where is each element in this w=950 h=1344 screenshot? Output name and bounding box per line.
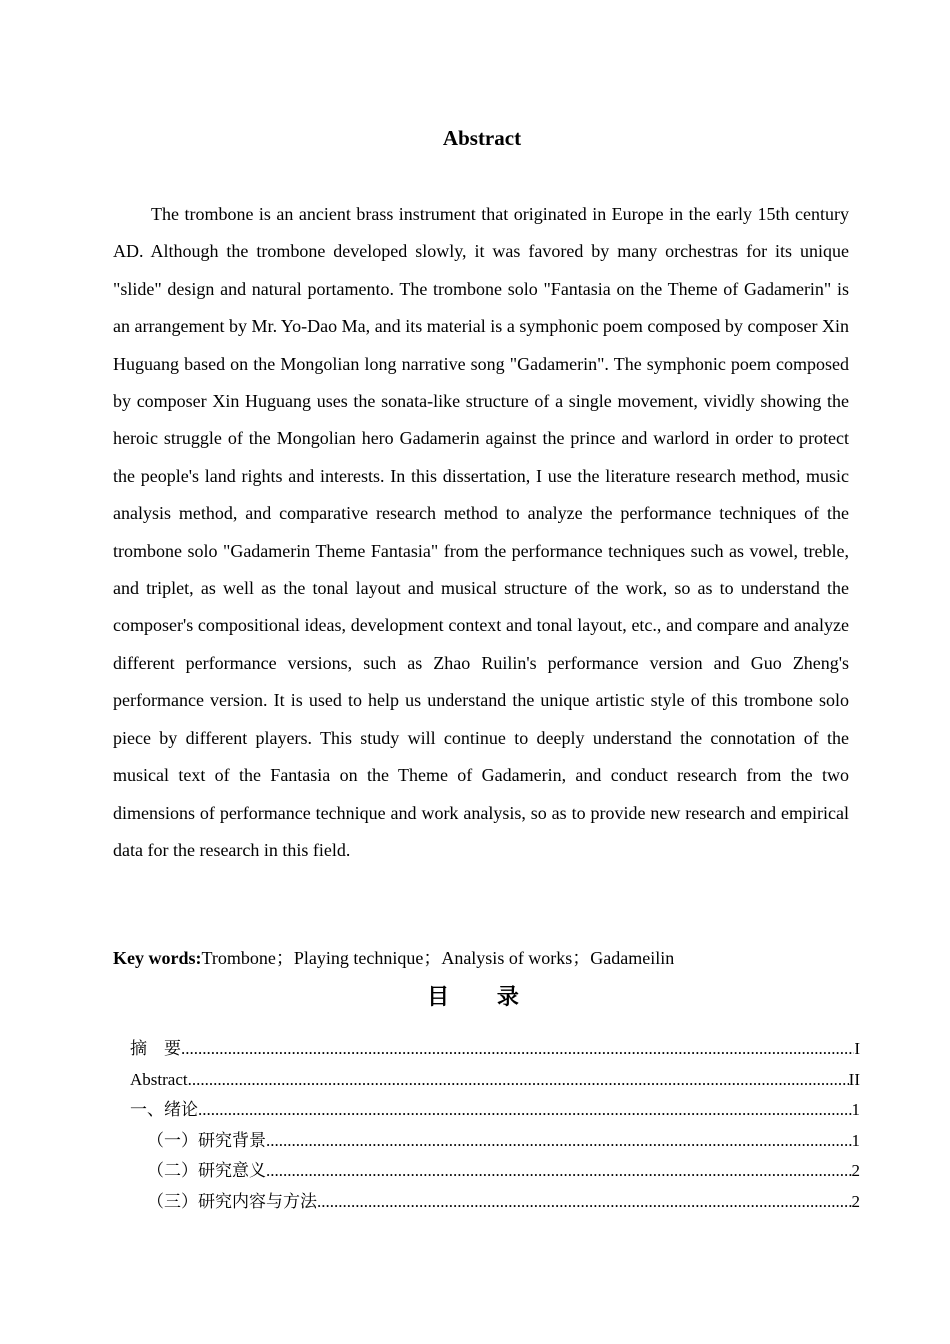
toc-entry-abstract-en[interactable] [130,1065,860,1096]
toc-entry-page: 1 [851,1100,860,1119]
toc-entry-label: （一）研究背景 [147,1130,266,1150]
keywords-text: Trombone；Playing technique；Analysis of works；Gadameilin [201,948,675,968]
toc-entry-label: 摘 要 [130,1039,181,1058]
toc-heading: 目 录 [427,985,539,1010]
toc-leader-dots [266,1126,852,1156]
table-of-contents [130,1034,860,1217]
toc-entry-research-significance[interactable] [130,1156,860,1187]
keywords-label: Key words: [113,948,202,968]
abstract-heading: Abstract [442,126,522,150]
toc-entry-page: 1 [851,1130,860,1150]
toc-leader-dots [317,1187,852,1217]
toc-entry-research-background[interactable] [130,1126,860,1157]
toc-entry-page: 2 [851,1191,860,1211]
toc-entry-page: 2 [851,1161,860,1180]
abstract-body-paragraph: The trombone is an ancient brass instrument that originated in Europe in the early 15th century AD. Although the trombone developed slowly, it was favored by many orchestras for its unique "slide" design and natural portamento. The trombone solo "Fantasia on the Theme of Gadamerin" is an arrangement by Mr. Yo-Dao Ma, and its material is a symphonic poem composed by composer Xin Huguang based on the Mongolian long narrative song "Gadamerin". The symphonic poem composed by composer Xin Huguang uses the sonata-like structure of a single movement, vividly showing the heroic struggle of the Mongolian hero Gadamerin against the prince and warlord in order to protect the people's land rights and interests. In this dissertation, I use the literature research method, music analysis method, and comparative research method to analyze the performance techniques of the trombone solo "Gadamerin Theme Fantasia" from the performance techniques such as vowel, treble, and triplet, as well as the tonal layout and musical structure of the work, so as to understand the composer's compositional ideas, development context and tonal layout, etc., and compare and analyze different performance versions, such as Zhao Ruilin's performance version and Guo Zheng's performance version. It is used to help us understand the unique artistic style of this trombone solo piece by different players. This study will continue to deeply understand the connotation of the musical text of the Fantasia on the Theme of Gadamerin, and conduct research from the two dimensions of performance technique and work analysis, so as to provide new research and empirical data for the research in this field. [113,204,849,860]
toc-entry-label: Abstract [130,1069,188,1089]
toc-entry-introduction[interactable] [130,1095,860,1126]
toc-entry-page: II [848,1069,860,1089]
toc-leader-dots [181,1034,854,1064]
toc-entry-page: I [854,1039,860,1058]
toc-entry-label: （二）研究意义 [147,1161,266,1180]
toc-entry-label: （三）研究内容与方法 [147,1191,317,1211]
keywords-line [113,944,853,972]
toc-entry-abstract-cn[interactable] [130,1034,860,1065]
toc-leader-dots [198,1095,852,1125]
toc-leader-dots [188,1065,849,1095]
toc-entry-research-content-methods[interactable] [130,1187,860,1218]
toc-entry-label: 一、绪论 [130,1100,198,1119]
toc-leader-dots [266,1156,852,1186]
